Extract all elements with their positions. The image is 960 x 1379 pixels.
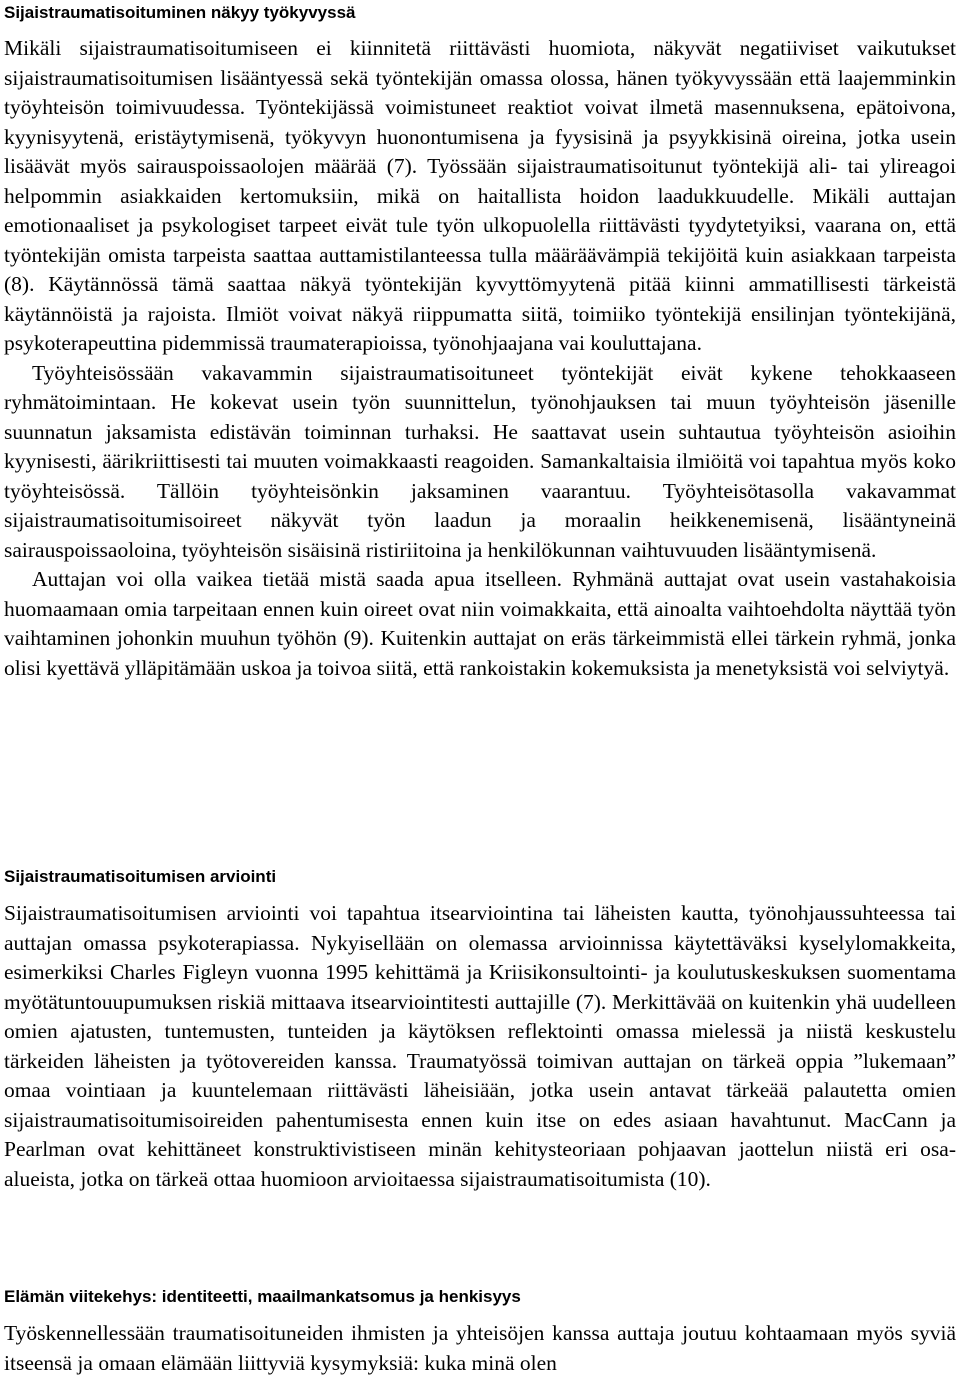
paragraph: Auttajan voi olla vaikea tietää mistä saada apua itselleen. Ryhmänä auttajat ovat usein vastahakoisia huomaamaan omia tarpeitaan ennen kuin oireet ovat niin voimakkaita, että ainoalta vaihtoehdolta näyttää työn vaihtaminen johonkin muuhun työhön (9). Kuitenkin auttajat on eräs tärkeimmistä ellei tärkein ryhmä, jonka olisi kyettävä ylläpitämään uskoa ja toivoa siitä, että rankoistakin kokemuksista ja menetyksistä voi selviytyä. <box>4 567 956 680</box>
section-heading-life-framework: Elämän viitekehys: identiteetti, maailmankatsomus ja henkisyys <box>4 1287 521 1306</box>
section-heading-work-capacity: Sijaistraumatisoituminen näkyy työkyvyssä <box>4 3 356 22</box>
section-body-assessment <box>4 899 956 1194</box>
paragraph: Mikäli sijaistraumatisoitumiseen ei kiinnitetä riittävästi huomiota, näkyvät negatiiviset vaikutukset sijaistraumatisoitumisen lisääntyessä sekä työntekijän omassa olossa, hänen työkyvyssään että laajemminkin työyhteisön toimivuudessa. Työntekijässä voimistuneet reaktiot voivat ilmetä masennuksena, epätoivona, kyynisyytenä, eristäytymisenä, työkyvyn huonontumisena ja fyysisinä ja psyykkisinä oireina, jotka usein lisäävät myös sairauspoissaolojen määrää (7). Työssään sijaistraumatisoitunut työntekijä ali- tai ylireagoi helpommin asiakkaiden kertomuksiin, mikä on haitallista hoidon laadukkuudelle. Mikäli auttajan emotionaaliset ja psykologiset tarpeet eivät tule työn ulkopuolella riittävästi tyydytetyiksi, vaarana on, että työntekijän omista tarpeista saattaa auttamistilanteessa tulla määräävämpiä tekijöitä kuin asiakkaan tarpeista (8). Käytännössä tämä saattaa näkyä työntekijän kyvyttömyytenä pitää kiinni ammatillisesti tärkeistä käytännöistä ja rajoista. Ilmiöt voivat näkyä riippumatta siitä, toimiiko työntekijä ensilinjan työntekijänä, psykoterapeuttina pidemmissä traumaterapioissa, työnohjaajana vai kouluttajana. <box>4 36 956 355</box>
paragraph: Työyhteisössään vakavammin sijaistraumatisoituneet työntekijät eivät kykene tehokkaaseen ryhmätoimintaan. He kokevat usein työn suunnittelun, työnohjauksen tai muun työyhteisön jäsenille suunnatun jaksamista edistävän toiminnan turhaksi. He saattavat usein suhtautua työyhteisön asioihin kyynisesti, äärikriittisesti tai muuten voimakkaasti reagoiden. Samankaltaisia ilmiöitä voi tapahtua myös koko työyhteisössä. Tällöin työyhteisönkin jaksaminen vaarantuu. Työyhteisötasolla vakavammat sijaistraumatisoitumisoireet näkyvät työn laadun ja moraalin heikkenemisenä, lisääntyneinä sairauspoissaoloina, työyhteisön sisäisinä ristiriitoina ja henkilökunnan vaihtuvuuden lisääntymisenä. <box>4 360 956 562</box>
paragraph: Sijaistraumatisoitumisen arviointi voi tapahtua itsearviointina tai läheisten kautta, työnohjaussuhteessa tai auttajan omassa psykoterapiassa. Nykyisellään on olemassa arvioinnissa käytettäväksi kyselylomakkeita, esimerkiksi Charles Figleyn vuonna 1995 kehittämä ja Kriisikonsultointi- ja koulutuskeskuksen suomentama myötätuntouupumuksen riskiä mittaava itsearviointitesti auttajille (7). Merkittävää on kuitenkin yhä uudelleen omien ajatusten, tuntemusten, tunteiden ja käytöksen reflektointi omassa mielessä ja niistä keskustelu tärkeiden läheisten ja työtovereiden kanssa. Traumatyössä toimivan auttajan on tärkeä oppia ”lukemaan” omaa vointiaan ja kuuntelemaan riittävästi läheisiään, jotka usein antavat tärkeää palautetta omien sijaistraumatisoitumisoireiden pahentumisesta ennen kuin itse on edes asiaan havahtunut. MacCann ja Pearlman ovat kehittäneet konstruktivistiseen minän kehitysteoriaan pohjaavan jaottelun niistä eri osa-alueista, jotka on tärkeä ottaa huomioon arvioitaessa sijaistraumatisoitumista (10). <box>4 901 956 1191</box>
section-body-life-framework <box>4 1319 956 1378</box>
paragraph: Työskennellessään traumatisoituneiden ihmisten ja yhteisöjen kanssa auttaja joutuu kohtaamaan myös syviä itseensä ja omaan elämään liittyviä kysymyksiä: kuka minä olen <box>4 1321 956 1375</box>
section-heading-assessment: Sijaistraumatisoitumisen arviointi <box>4 867 277 886</box>
section-body-work-capacity <box>4 34 956 683</box>
